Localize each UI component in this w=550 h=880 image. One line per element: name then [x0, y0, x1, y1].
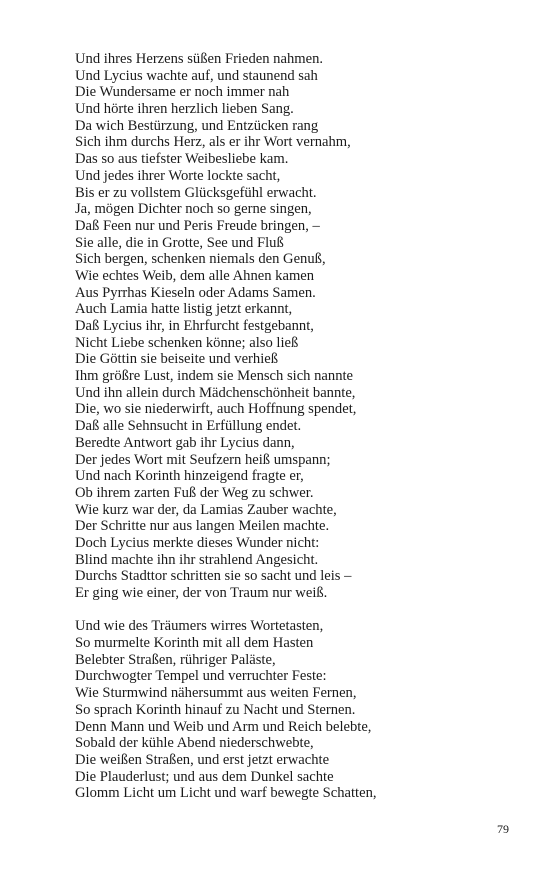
verse-line: Er ging wie einer, der von Traum nur weiß. [75, 585, 328, 601]
verse-line: Durchwogter Tempel und verruchter Feste: [75, 668, 327, 685]
verse-line: Nicht Liebe schenken könne; also ließ [75, 334, 299, 351]
verse-line: Die Göttin sie beiseite und verhieß [75, 351, 279, 368]
verse-line: Daß Lycius ihr, in Ehrfurcht festgebannt, [75, 318, 314, 334]
verse-line: Und wie des Träumers wirres Wortetasten, [75, 618, 324, 635]
poem-text [75, 51, 515, 802]
verse-line: Auch Lamia hatte listig jetzt erkannt, [75, 301, 293, 318]
verse-line: Ja, mögen Dichter noch so gerne singen, [75, 201, 312, 218]
verse-line: Und ihres Herzens süßen Frieden nahmen. [75, 51, 324, 67]
verse-line: Das so aus tiefster Weibesliebe kam. [75, 151, 289, 168]
verse-line: Doch Lycius merkte dieses Wunder nicht: [75, 534, 320, 551]
verse-line: Bis er zu vollstem Glücksgefühl erwacht. [75, 184, 317, 201]
verse-line: Ob ihrem zarten Fuß der Weg zu schwer. [75, 484, 314, 501]
verse-line: Und nach Korinth hinzeigend fragte er, [75, 468, 304, 485]
verse-line: Und jedes ihrer Worte lockte sacht, [75, 167, 281, 184]
verse-line: Blind machte ihn ihr strahlend Angesicht. [75, 551, 319, 568]
verse-line: Sie alle, die in Grotte, See und Fluß [75, 234, 284, 251]
verse-line: Da wich Bestürzung, und Entzücken rang [75, 117, 319, 134]
verse-line: Der Schritte nur aus langen Meilen machte. [75, 518, 330, 535]
verse-line: So murmelte Korinth mit all dem Hasten [75, 635, 314, 652]
stanza [75, 51, 515, 602]
verse-line: Aus Pyrrhas Kieseln oder Adams Samen. [75, 284, 316, 301]
verse-line: Ihm größre Lust, indem sie Mensch sich nannte [75, 368, 354, 385]
verse-line: Sich ihm durchs Herz, als er ihr Wort vernahm, [75, 134, 351, 151]
verse-line: Und hörte ihren herzlich lieben Sang. [75, 101, 294, 118]
verse-line: Daß alle Sehnsucht in Erfüllung endet. [75, 418, 302, 435]
verse-line: Glomm Licht um Licht und warf bewegte Schatten, [75, 785, 377, 802]
verse-line: So sprach Korinth hinauf zu Nacht und Sternen. [75, 701, 356, 718]
verse-line: Die Wundersame er noch immer nah [75, 84, 290, 101]
verse-line: Der jedes Wort mit Seufzern heiß umspann; [75, 451, 331, 468]
verse-line: Sich bergen, schenken niemals den Genuß, [75, 251, 326, 268]
stanza [75, 618, 515, 802]
verse-line: Die Plauderlust; und aus dem Dunkel sachte [75, 768, 334, 785]
verse-line: Und ihn allein durch Mädchenschönheit bannte, [75, 384, 356, 401]
verse-line: Daß Feen nur und Peris Freude bringen, – [75, 217, 320, 234]
verse-line: Die weißen Straßen, und erst jetzt erwachte [75, 751, 330, 768]
verse-line: Wie echtes Weib, dem alle Ahnen kamen [75, 267, 315, 284]
verse-line: Durchs Stadttor schritten sie so sacht und leis – [75, 568, 352, 585]
verse-line: Belebter Straßen, rühriger Paläste, [75, 651, 276, 668]
verse-line: Wie Sturmwind nähersummt aus weiten Fernen, [75, 685, 357, 702]
verse-line: Denn Mann und Weib und Arm und Reich belebte, [75, 718, 372, 735]
verse-line: Die, wo sie niederwirft, auch Hoffnung spendet, [75, 401, 357, 418]
verse-line: Sobald der kühle Abend niederschwebte, [75, 735, 314, 752]
page-number: 79 [497, 822, 509, 836]
verse-line: Wie kurz war der, da Lamias Zauber wachte, [75, 501, 337, 518]
verse-line: Und Lycius wachte auf, und staunend sah [75, 67, 318, 84]
verse-line: Beredte Antwort gab ihr Lycius dann, [75, 434, 295, 451]
